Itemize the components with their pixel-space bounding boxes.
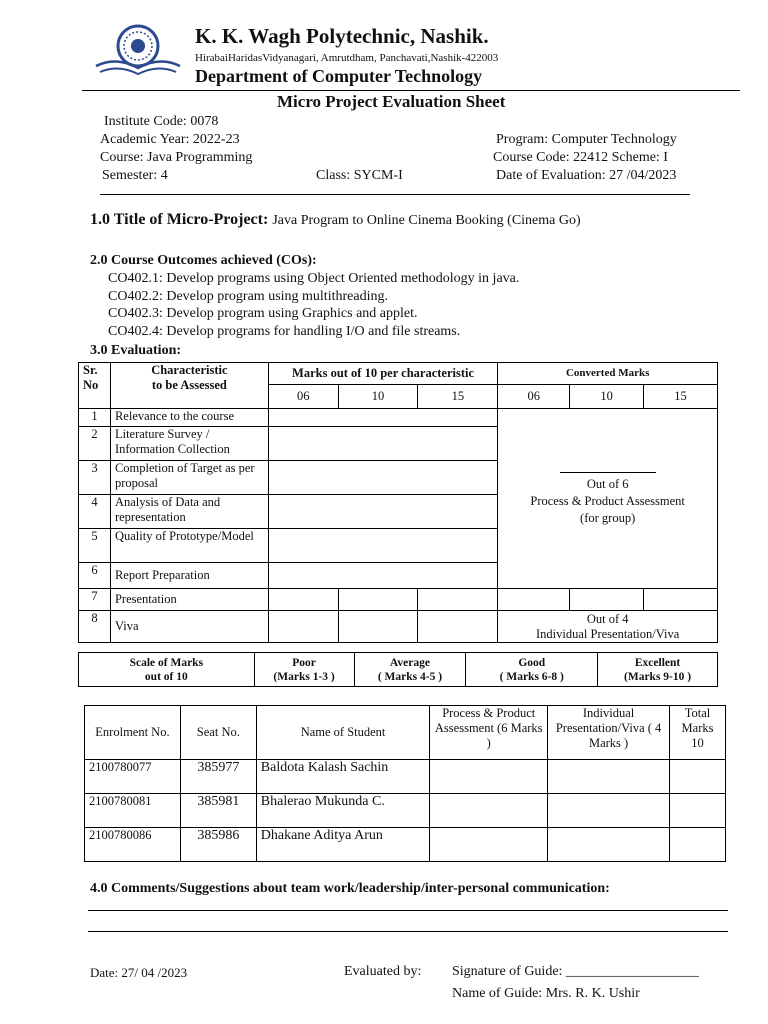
course-outcomes-heading: 2.0 Course Outcomes achieved (COs): [90,253,317,268]
group-score-line [560,472,656,473]
scale-average-range: ( Marks 4-5 ) [377,670,443,683]
table-row [85,828,726,862]
row-8-no: 8 [79,611,111,643]
student-ipv-cell [548,760,670,794]
seat-header: Seat No. [180,706,256,760]
student-ppa-cell [430,794,548,828]
row-8-marks-10 [338,611,418,643]
marks-out-of-header: Marks out of 10 per characteristic [268,363,498,385]
row-4-label: Analysis of Data and representation [110,495,268,529]
student-name: Dhakane Aditya Arun [256,828,430,862]
project-title-value: Java Program to Online Cinema Booking (Cinema Go) [272,213,581,228]
project-title-row [90,211,581,229]
group-note: (for group) [580,510,636,525]
enrolment-header: Enrolment No. [85,706,181,760]
row-7-conv-15 [644,589,718,611]
scale-average-cell [354,653,466,687]
institute-address: HirabaiHaridasVidyanagari, Amrutdham, Panchavati,Nashik-422003 [195,52,499,64]
course: Course: Java Programming [100,150,253,165]
marks-scale-06: 06 [268,385,338,409]
individual-assessment-label: Individual Presentation/Viva [535,626,680,641]
student-seat: 385981 [180,794,256,828]
scale-good-range: ( Marks 6-8 ) [499,670,564,683]
group-assessment-label: Process & Product Assessment [530,493,685,508]
scale-poor-range: (Marks 1-3 ) [273,670,335,683]
class: Class: SYCM-I [316,168,403,183]
institute-name: K. K. Wagh Polytechnic, Nashik. [195,24,489,48]
row-5-label: Quality of Prototype/Model [110,529,268,563]
scale-poor-name: Poor [292,656,316,669]
student-ppa-cell [430,828,548,862]
row-1-label: Relevance to the course [110,409,268,427]
scale-good-name: Good [518,656,546,669]
row-6-no: 6 [79,563,111,589]
row-8-marks-15 [418,611,498,643]
institute-logo [92,22,184,78]
row-7-conv-10 [570,589,644,611]
marks-scale-15: 15 [418,385,498,409]
row-3-no: 3 [79,461,111,495]
scale-excellent-name: Excellent [634,656,681,669]
row-6-marks-cell [268,563,498,589]
scale-label-line-1: Scale of Marks [129,656,204,669]
total-header: Total Marks 10 [670,706,726,760]
student-seat: 385986 [180,828,256,862]
row-1-no: 1 [79,409,111,427]
student-total-cell [670,760,726,794]
institute-code: Institute Code: 0078 [104,114,219,129]
row-5-no: 5 [79,529,111,563]
row-5-marks-cell [268,529,498,563]
row-2-label: Literature Survey / Information Collection [110,427,268,461]
row-6-label: Report Preparation [110,563,268,589]
department-name: Department of Computer Technology [195,66,483,86]
sr-label: Sr. [83,363,98,377]
student-ipv-cell [548,828,670,862]
scale-label-line-2: out of 10 [144,670,188,683]
student-ipv-cell [548,794,670,828]
student-marks-table [84,705,726,862]
row-3-label: Completion of Target as per proposal [110,461,268,495]
guide-name: Name of Guide: Mrs. R. K. Ushir [452,986,640,1001]
evaluated-by-label: Evaluated by: [344,964,422,979]
row-7-conv-06 [498,589,570,611]
footer-date: Date: 27/ 04 /2023 [90,965,188,980]
characteristic-line-2: to be Assessed [151,378,227,392]
group-converted-cell [498,409,718,589]
row-4-marks-cell [268,495,498,529]
scale-poor-cell [254,653,354,687]
row-8-marks-06 [268,611,338,643]
row-3-marks-cell [268,461,498,495]
ppa-header: Process & Product Assessment (6 Marks ) [430,706,548,760]
sr-no-header [79,363,111,409]
comment-line-2 [88,931,728,932]
guide-signature: Signature of Guide: ___________________ [452,964,699,979]
characteristic-line-1: Characteristic [151,363,228,377]
info-divider [100,194,690,195]
row-1-marks-cell [268,409,498,427]
row-2-marks-cell [268,427,498,461]
individual-converted-cell [498,611,718,643]
scale-label-cell [79,653,255,687]
evaluation-heading: 3.0 Evaluation: [90,343,182,358]
course-outcome-4: CO402.4: Develop programs for handling I/O and file streams. [108,324,461,339]
converted-scale-15: 15 [644,385,718,409]
individual-out-of: Out of 4 [586,611,629,626]
row-4-no: 4 [79,495,111,529]
evaluation-table [78,362,718,643]
row-7-marks-06 [268,589,338,611]
student-ppa-cell [430,760,548,794]
converted-marks-header: Converted Marks [498,363,718,385]
student-seat: 385977 [180,760,256,794]
project-title-label: 1.0 Title of Micro-Project: [90,211,269,228]
student-total-cell [670,794,726,828]
comment-line-1 [88,910,728,911]
date-of-evaluation: Date of Evaluation: 27 /04/2023 [496,168,677,183]
course-outcome-2: CO402.2: Develop program using multithreading. [108,289,388,304]
scale-of-marks-table [78,652,718,687]
student-total-cell [670,828,726,862]
header-divider [82,90,740,91]
converted-scale-10: 10 [570,385,644,409]
course-code: Course Code: 22412 Scheme: I [493,150,668,165]
row-8-label: Viva [110,611,268,643]
academic-year: Academic Year: 2022-23 [100,132,240,147]
table-row [85,794,726,828]
scale-excellent-cell [598,653,718,687]
row-7-marks-10 [338,589,418,611]
characteristic-header [110,363,268,409]
semester: Semester: 4 [102,168,168,183]
ipv-header: Individual Presentation/Viva ( 4 Marks ) [548,706,670,760]
marks-scale-10: 10 [338,385,418,409]
row-7-marks-15 [418,589,498,611]
name-header: Name of Student [256,706,430,760]
student-enrolment: 2100780081 [85,794,181,828]
comments-heading: 4.0 Comments/Suggestions about team work/leadership/inter-personal communication: [90,881,610,896]
sheet-title: Micro Project Evaluation Sheet [277,92,506,111]
table-row [85,760,726,794]
student-name: Bhalerao Mukunda C. [256,794,430,828]
scale-excellent-range: (Marks 9-10 ) [624,670,692,683]
row-7-label: Presentation [110,589,268,611]
scale-good-cell [466,653,598,687]
course-outcome-3: CO402.3: Develop program using Graphics and applet. [108,306,418,321]
converted-scale-06: 06 [498,385,570,409]
student-enrolment: 2100780077 [85,760,181,794]
row-7-no: 7 [79,589,111,611]
row-2-no: 2 [79,427,111,461]
course-outcome-1: CO402.1: Develop programs using Object Oriented methodology in java. [108,271,520,286]
group-out-of: Out of 6 [586,476,629,491]
student-name: Baldota Kalash Sachin [256,760,430,794]
program: Program: Computer Technology [496,132,677,147]
scale-average-name: Average [389,656,430,669]
no-label: No [83,378,99,392]
student-enrolment: 2100780086 [85,828,181,862]
